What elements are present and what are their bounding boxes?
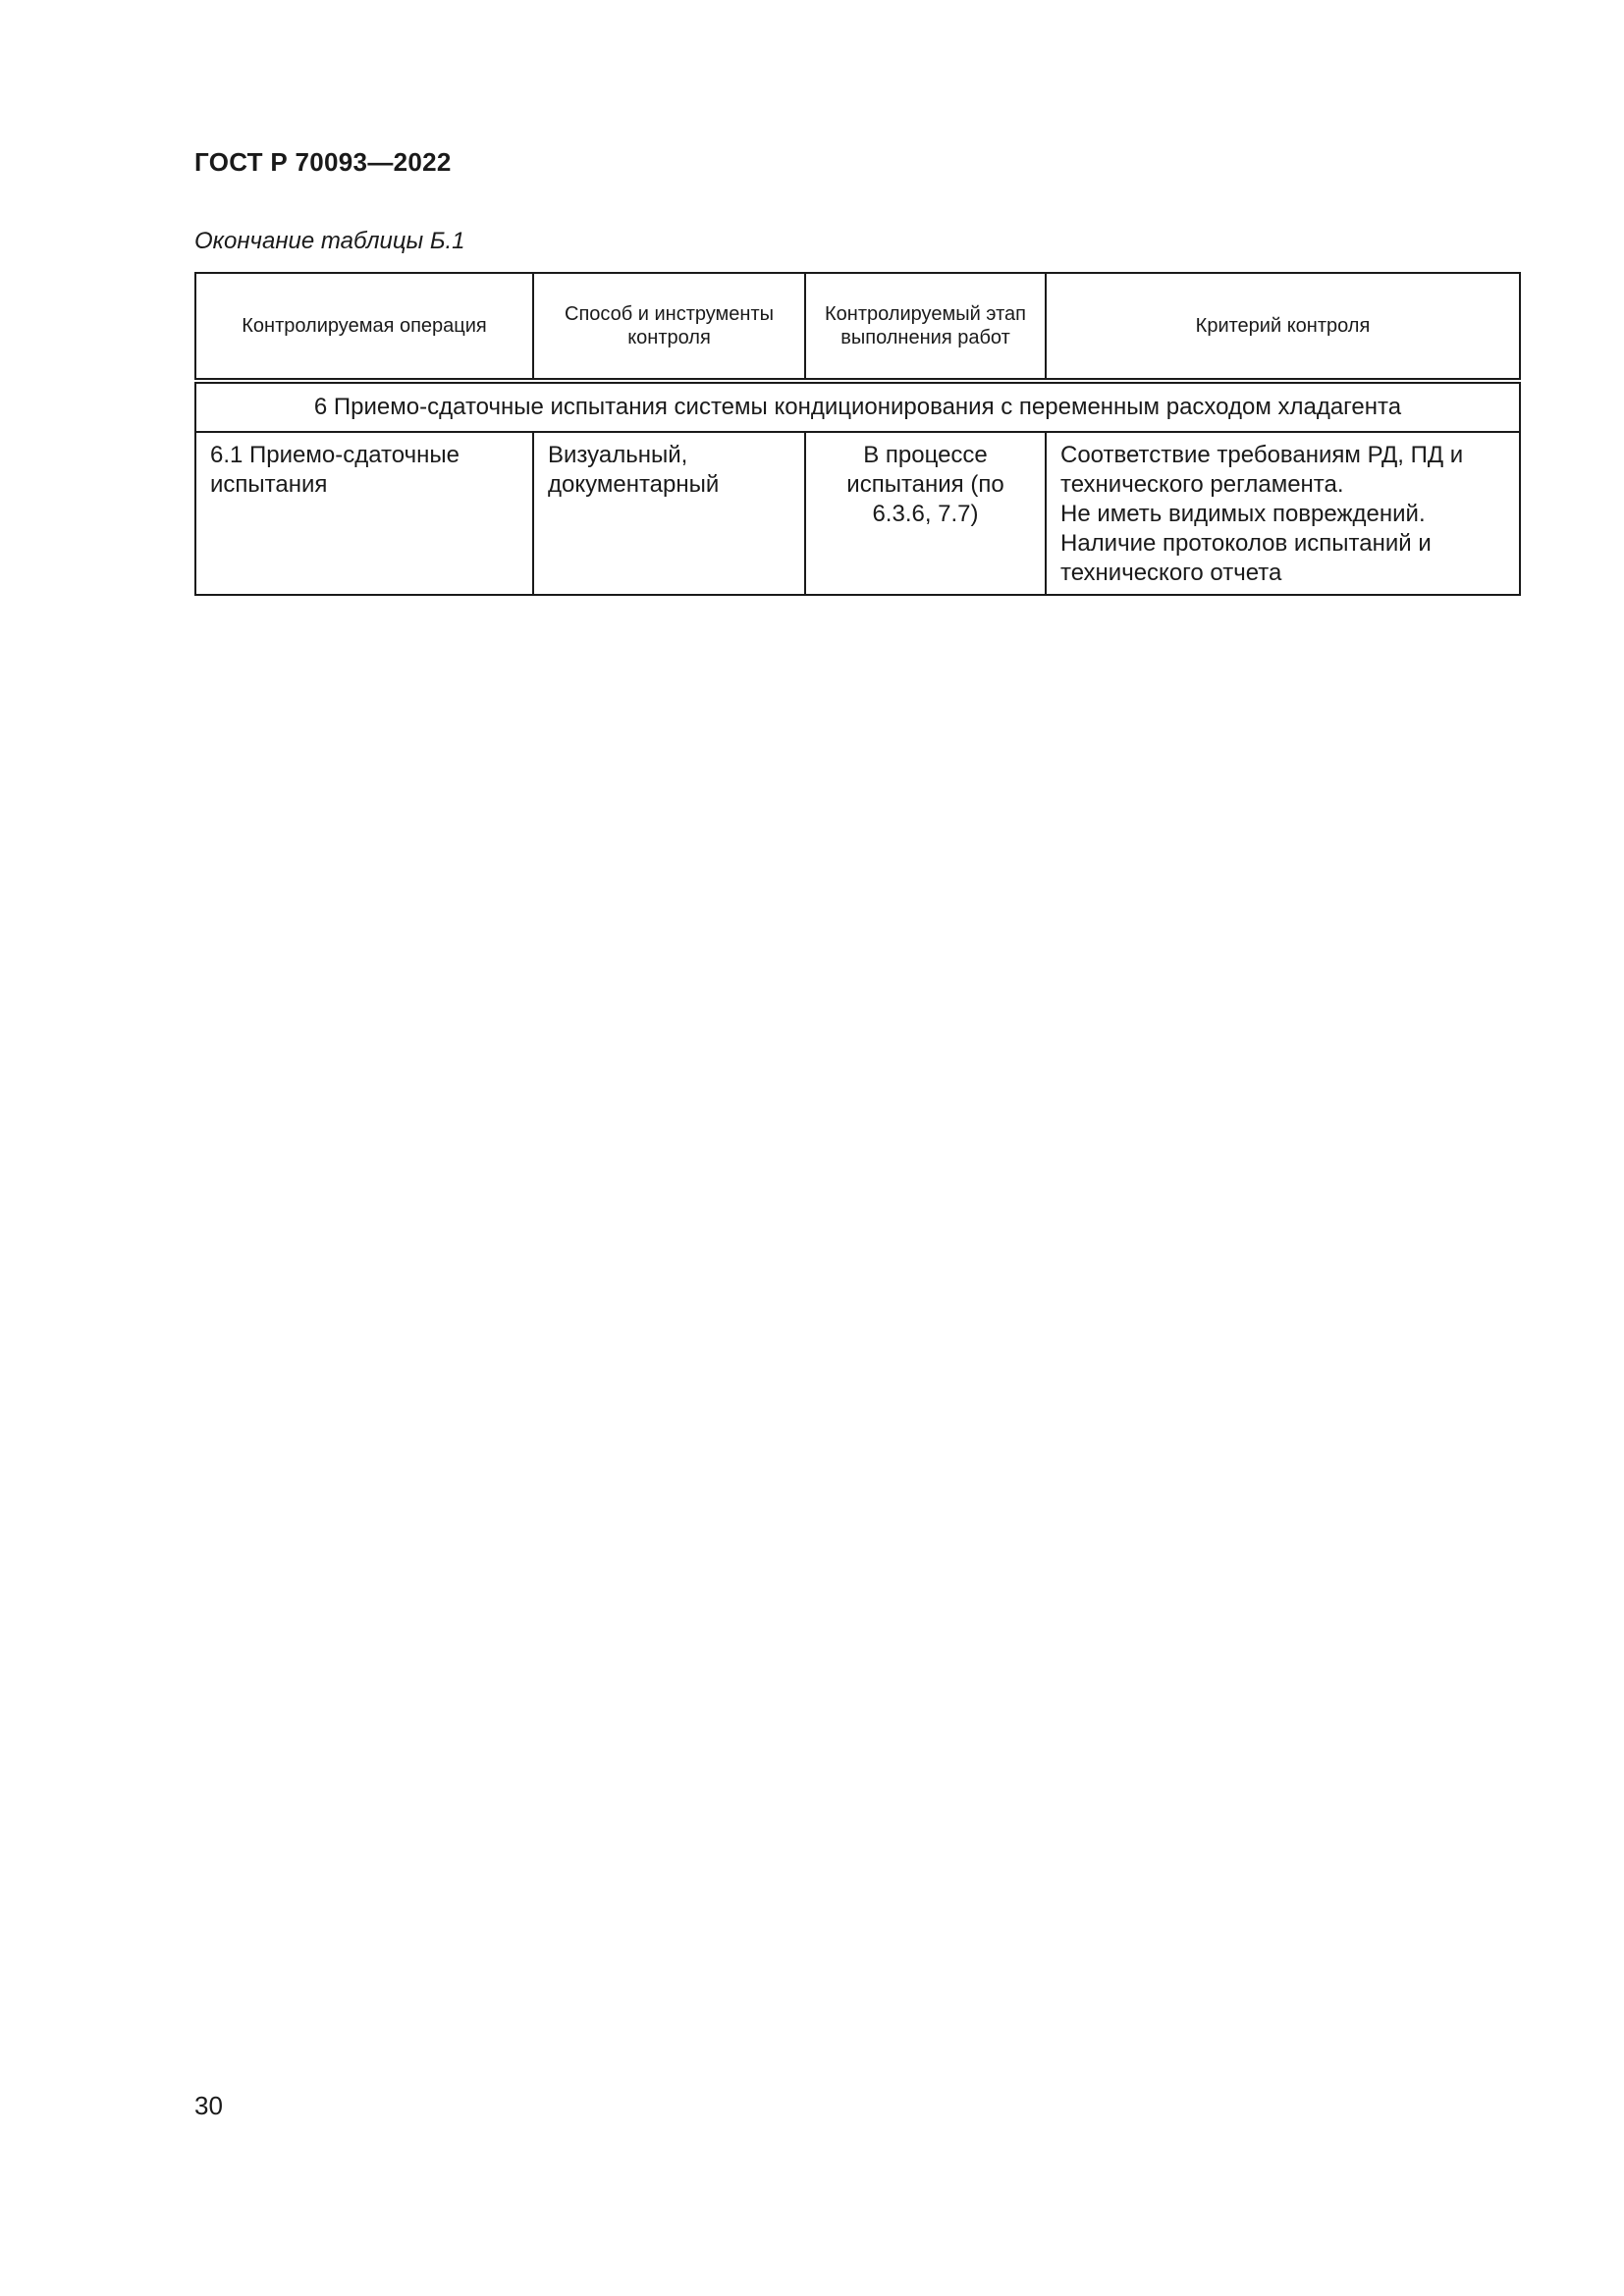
section-row xyxy=(195,381,1520,432)
column-header-criteria: Критерий контроля xyxy=(1046,273,1520,381)
column-header-operation: Контролируемая операция xyxy=(195,273,533,381)
cell-operation: 6.1 Приемо-сдаточные испытания xyxy=(195,432,533,595)
criteria-line: Соответствие требованиям РД, ПД и технического регламента. xyxy=(1060,442,1464,498)
control-table xyxy=(194,272,1521,596)
criteria-line: Не иметь видимых повреждений. xyxy=(1060,501,1426,527)
cell-method: Визуальный, документарный xyxy=(533,432,805,595)
page-number: 30 xyxy=(194,2091,223,2120)
section-title: 6 Приемо-сдаточные испытания системы кондиционирования с переменным расходом хладагента xyxy=(195,381,1520,432)
cell-criteria xyxy=(1046,432,1520,595)
table-header-row xyxy=(195,273,1520,381)
column-header-stage: Контролируемый этап выполнения работ xyxy=(805,273,1046,381)
column-header-method: Способ и инструменты контроля xyxy=(533,273,805,381)
criteria-line: Наличие протоколов испытаний и технического отчета xyxy=(1060,530,1432,586)
table-row xyxy=(195,432,1520,595)
document-header: ГОСТ Р 70093—2022 xyxy=(194,147,452,177)
table-caption: Окончание таблицы Б.1 xyxy=(194,228,465,254)
cell-stage: В процессе испытания (по 6.3.6, 7.7) xyxy=(805,432,1046,595)
